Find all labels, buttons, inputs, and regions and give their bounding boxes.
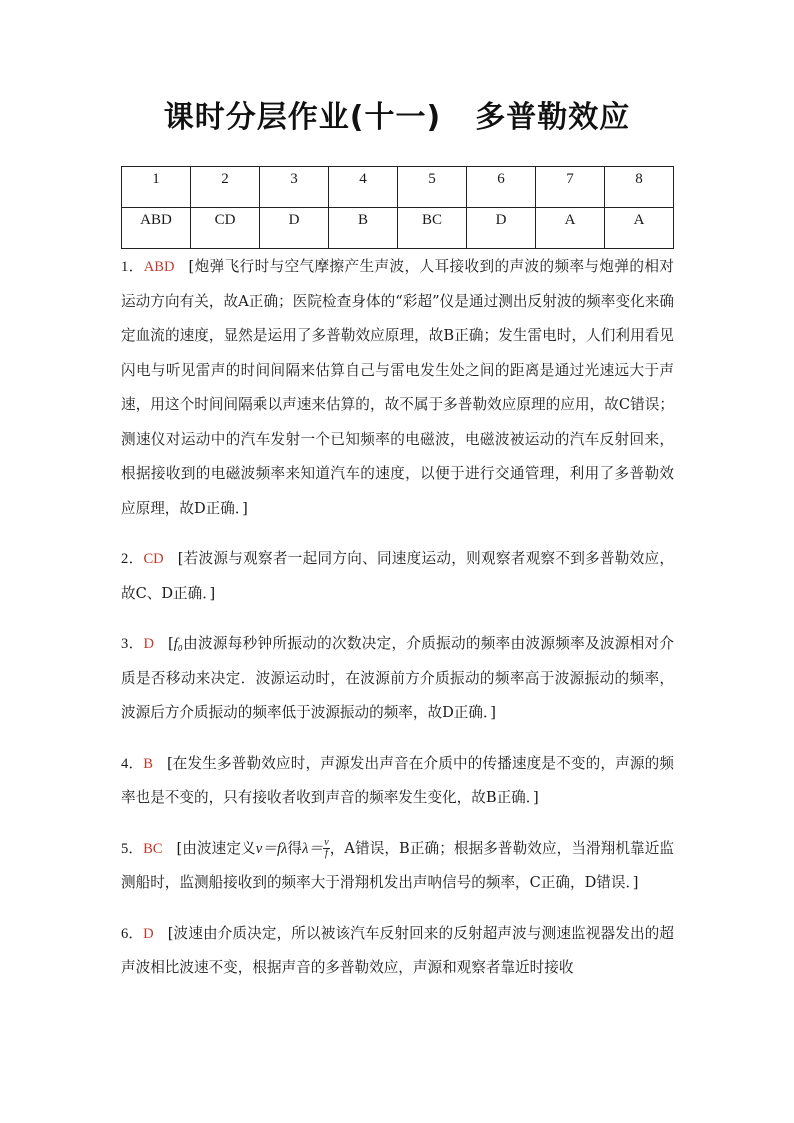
table-cell: A [536,208,605,249]
explanation-6 [121,917,674,986]
table-cell: A [605,208,674,249]
table-cell: 6 [467,167,536,208]
explanation-5 [121,832,674,901]
question-number: 5． [121,840,144,857]
explanation-text: ，A错误，B正确；根据多普勒效应，当滑翔机靠近监测船时，监测船接收到的频率大于滑翔机发出声呐信号的频率，C正确，D错误．] [121,839,674,891]
explanation-pre: [由波速定义 [176,839,256,857]
question-number: 4． [121,755,144,772]
table-cell: 7 [536,167,605,208]
explanation-text: [若波源与观察者一起同方向、同速度运动，则观察者观察不到多普勒效应，故C、D正确．] [121,550,674,602]
fraction-numerator: v [324,837,329,848]
explanation-3: 3．D [f₀由波源每秒钟所振动的次数决定，介质振动的频率由波源频率及波源相对介质是否移动来决定．波源运动时，在波源前方介质振动的频率高于波源振动的频率，波源后方介质振动的频率低于波源振动的频率，故D正确．] [121,635,674,721]
formula: v＝fλ [255,840,288,857]
table-cell: CD [191,208,260,249]
explanation-text: 由波源每秒钟所振动的次数决定，介质振动的频率由波源频率及波源相对介质是否移动来决定．波源运动时，在波源前方介质振动的频率高于波源振动的频率，波源后方介质振动的频率低于波源振动的频率，故D正确．] [121,635,674,721]
answer-label: D [143,925,154,942]
table-cell: D [260,208,329,249]
explanation-4 [121,747,674,816]
table-cell: ABD [122,208,191,249]
title-main: 课时分层作业(十一) [163,100,442,135]
table-cell: 3 [260,167,329,208]
answer-table [121,166,674,249]
answer-label: B [143,755,153,772]
lambda-equals: λ＝ [302,840,324,857]
table-cell: 5 [398,167,467,208]
explanation-2 [121,542,674,611]
f0-symbol: f₀ [173,636,183,652]
question-number: 2． [121,551,144,567]
question-number: 6． [121,925,144,942]
table-cell: BC [398,208,467,249]
explanations [121,250,674,1002]
table-cell: B [329,208,398,249]
explanation-1 [121,250,674,526]
page-title [0,92,794,136]
table-row-numbers [122,167,674,208]
question-number: 3． [121,636,144,652]
answer-label: CD [143,551,164,567]
table-row-answers [122,208,674,249]
answer-label: BC [143,840,163,857]
table-cell: D [467,208,536,249]
table-cell: 2 [191,167,260,208]
explanation-text: [在发生多普勒效应时，声源发出声音在介质中的传播速度是不变的，声源的频率也是不变的，只有接收者收到声音的频率发生变化，故B正确．] [121,754,674,806]
explanation-text: [波速由介质决定，所以被该汽车反射回来的反射超声波与测速监视器发出的超声波相比波速不变，根据声音的多普勒效应，声源和观察者靠近时接收 [121,924,674,976]
answer-label: ABD [143,259,175,275]
question-number: 1． [121,259,144,275]
table-cell: 1 [122,167,191,208]
fraction-denominator: f [325,848,328,859]
explanation-mid: 得 [287,839,303,857]
explanation-text: [炮弹飞行时与空气摩擦产生声波，人耳接收到的声波的频率与炮弹的相对运动方向有关，故A正确；医院检查身体的“彩超”仪是通过测出反射波的频率变化来确定血流的速度，显然是运用了多普勒效应原理，故B正确；发生雷电时，人们利用看见闪电与听见雷声的时间间隔来估算自己与雷电发生处之间的距离是通过光速远大于声速，用这个时间间隔乘以声速来估算的，故不属于多普勒效应原理的应用，故C错误；测速仪对运动中的汽车发射一个已知频率的电磁波，电磁波被运动的汽车反射回来，根据接收到的电磁波频率来知道汽车的速度，以便于进行交通管理，利用了多普勒效应原理，故D正确．] [121,258,674,517]
table-cell: 8 [605,167,674,208]
answer-label: D [143,636,155,652]
title-sub: 多普勒效应 [475,100,631,135]
table-cell: 4 [329,167,398,208]
